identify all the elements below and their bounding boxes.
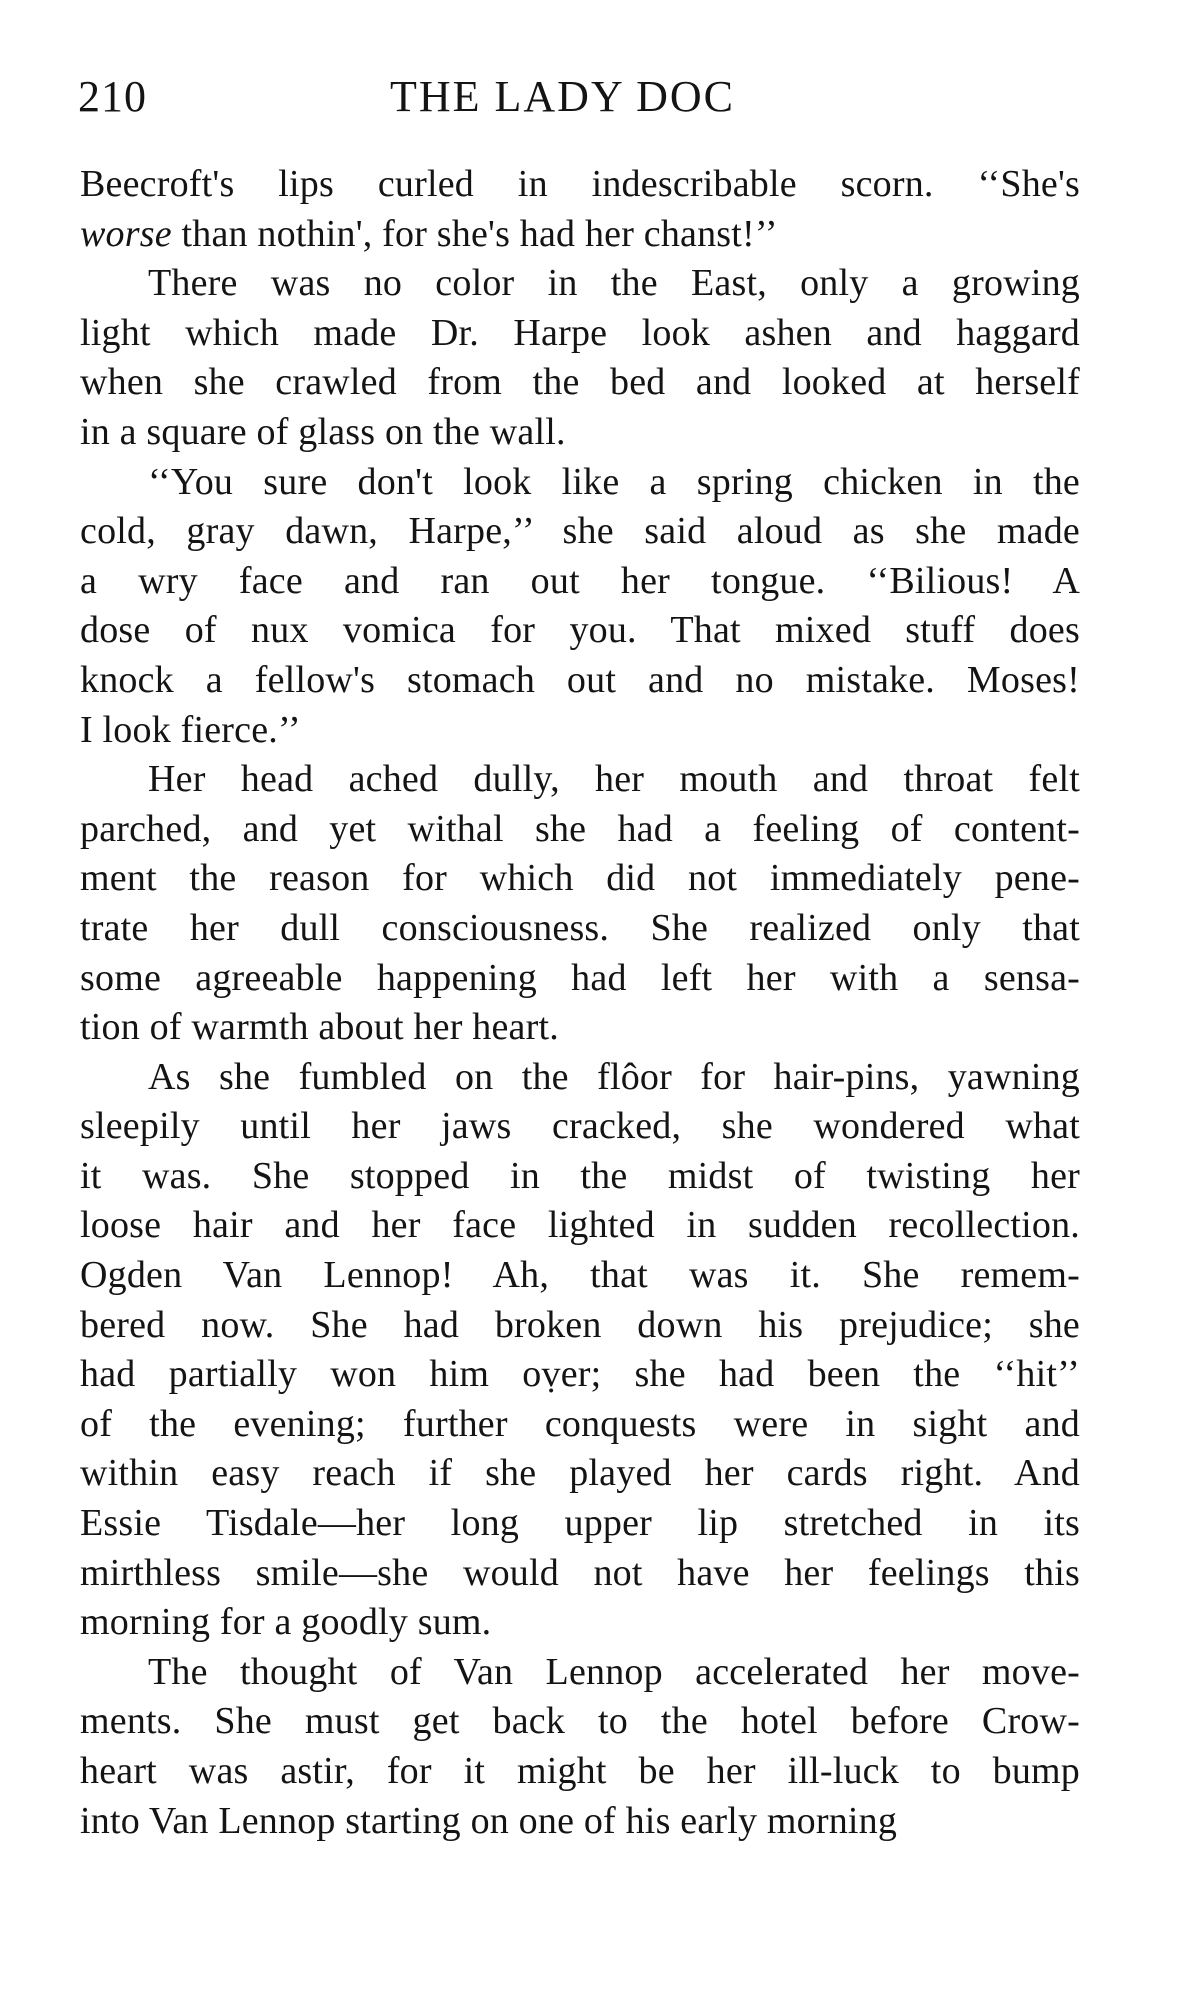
text-line: Her head ached dully, her mouth and throat felt xyxy=(148,758,1080,801)
text-line: bered now. She had broken down his prejudice; she xyxy=(80,1303,1080,1346)
text-line: Essie Tisdale—her long upper lip stretched in its xyxy=(80,1502,1080,1545)
text-line: morning for a goodly sum. xyxy=(80,1601,492,1644)
text-line: cold, gray dawn, Harpe,’’ she said aloud as she made xyxy=(80,510,1080,553)
paragraph xyxy=(80,755,1080,1053)
text-line: loose hair and her face lighted in sudden recollection. xyxy=(80,1204,1080,1247)
text-line: of the evening; further conquests were in sight and xyxy=(80,1402,1080,1445)
page-header xyxy=(78,72,1078,122)
text-line: ment the reason for which did not immediately pene- xyxy=(80,857,1080,900)
text-line: Ogden Van Lennop! Ah, that was it. She remem- xyxy=(80,1254,1080,1297)
text-line: a wry face and ran out her tongue. ‘‘Bilious! A xyxy=(80,559,1080,602)
text-line: in a square of glass on the wall. xyxy=(80,410,566,453)
text-line: had partially won him oṿer; she had been the ‘‘hit’’ xyxy=(80,1353,1080,1396)
text-line: ‘‘You sure don't look like a spring chicken in the xyxy=(148,460,1080,503)
text-line: knock a fellow's stomach out and no mistake. Moses! xyxy=(80,658,1080,701)
text-line: tion of warmth about her heart. xyxy=(80,1006,559,1049)
paragraph xyxy=(80,1053,1080,1648)
text-line: dose of nux vomica for you. That mixed stuff does xyxy=(80,609,1080,652)
text-line: into Van Lennop starting on one of his early morning xyxy=(80,1799,898,1842)
text-line: parched, and yet withal she had a feeling of content- xyxy=(80,807,1080,850)
text-line: I look fierce.’’ xyxy=(80,708,301,751)
page-number: 210 xyxy=(78,72,147,121)
text-line: mirthless smile—she would not have her feelings this xyxy=(80,1551,1080,1594)
paragraph xyxy=(80,1648,1080,1846)
text-line: it was. She stopped in the midst of twisting her xyxy=(80,1154,1080,1197)
running-head: THE LADY DOC xyxy=(390,72,735,121)
text-line: heart was astir, for it might be her ill-luck to bump xyxy=(80,1750,1080,1792)
text-line: within easy reach if she played her cards right. And xyxy=(80,1452,1080,1495)
paragraph xyxy=(80,458,1080,756)
paragraph xyxy=(80,259,1080,457)
text-line: when she crawled from the bed and looked at herself xyxy=(80,361,1080,404)
text-line: Beecroft's lips curled in indescribable scorn. ‘‘She's xyxy=(80,163,1080,205)
text-line: sleepily until her jaws cracked, she wondered what xyxy=(80,1105,1080,1148)
text-line: trate her dull consciousness. She realized only that xyxy=(80,906,1080,949)
paragraph xyxy=(80,160,1080,259)
body-text xyxy=(80,160,1080,1846)
text-line: ments. She must get back to the hotel before Crow- xyxy=(80,1700,1080,1743)
text-line: The thought of Van Lennop accelerated her move- xyxy=(148,1650,1080,1693)
text-line: As she fumbled on the flôor for hair-pins, yawning xyxy=(148,1055,1080,1098)
text-line: light which made Dr. Harpe look ashen and haggard xyxy=(80,311,1080,354)
text-line: worse than nothin', for she's had her chanst!’’ xyxy=(80,212,778,255)
text-line: There was no color in the East, only a growing xyxy=(148,262,1080,305)
text-line: some agreeable happening had left her with a sensa- xyxy=(80,956,1080,999)
